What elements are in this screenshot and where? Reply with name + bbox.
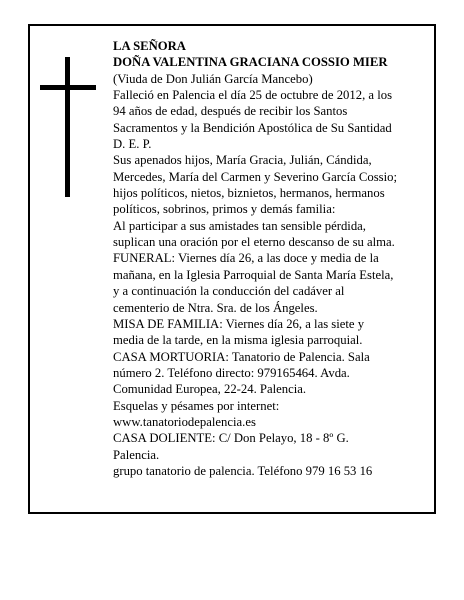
body-line: Falleció en Palencia el día 25 de octubre de 2012, a los (113, 88, 393, 103)
body-line: Esquelas y pésames por internet: (113, 398, 280, 413)
body-line: hijos políticos, nietos, biznietos, hermanos, hermanos (113, 186, 385, 201)
body-line: y a continuación la conducción del cadáver al (113, 284, 345, 299)
obituary-text (113, 38, 431, 479)
heading-line: LA SEÑORA (113, 39, 186, 53)
body-line: Mercedes, María del Carmen y Severino García Cossio; (113, 169, 397, 184)
body-line: FUNERAL: Viernes día 26, a las doce y media de la (113, 251, 379, 266)
body-line: Sus apenados hijos, María Gracia, Julián, Cándida, (113, 153, 372, 168)
body-line: Al participar a sus amistades tan sensible pérdida, (113, 218, 366, 233)
cross-vertical-bar (65, 57, 70, 197)
body-line: www.tanatoriodepalencia.es (113, 414, 256, 429)
body-line: CASA DOLIENTE: C/ Don Pelayo, 18 - 8º G. (113, 431, 349, 446)
body-line: CASA MORTUORIA: Tanatorio de Palencia. Sala (113, 349, 370, 364)
cross-icon (40, 57, 96, 197)
body-line: número 2. Teléfono directo: 979165464. Avda. (113, 365, 350, 380)
body-line: grupo tanatorio de palencia. Teléfono 979 16 53 16 (113, 463, 373, 478)
body-line: Comunidad Europea, 22-24. Palencia. (113, 382, 307, 397)
body-line: cementerio de Ntra. Sra. de los Ángeles. (113, 300, 318, 315)
body-line: políticos, sobrinos, primos y demás familia: (113, 202, 336, 217)
body-line: suplican una oración por el eterno descanso de su alma. (113, 235, 395, 250)
body-line: Sacramentos y la Bendición Apostólica de Su Santidad (113, 120, 392, 135)
body-line: MISA DE FAMILIA: Viernes día 26, a las siete y (113, 316, 365, 331)
body-line: mañana, en la Iglesia Parroquial de Santa María Estela, (113, 267, 394, 282)
body-line: D. E. P. (113, 137, 152, 152)
body-line: (Viuda de Don Julián García Mancebo) (113, 71, 313, 86)
deceased-name: DOÑA VALENTINA GRACIANA COSSIO MIER (113, 55, 388, 70)
body-line: media de la tarde, en la misma iglesia parroquial. (113, 333, 363, 348)
cross-horizontal-bar (40, 85, 96, 90)
body-line: Palencia. (113, 447, 160, 462)
body-line: 94 años de edad, después de recibir los Santos (113, 104, 348, 119)
